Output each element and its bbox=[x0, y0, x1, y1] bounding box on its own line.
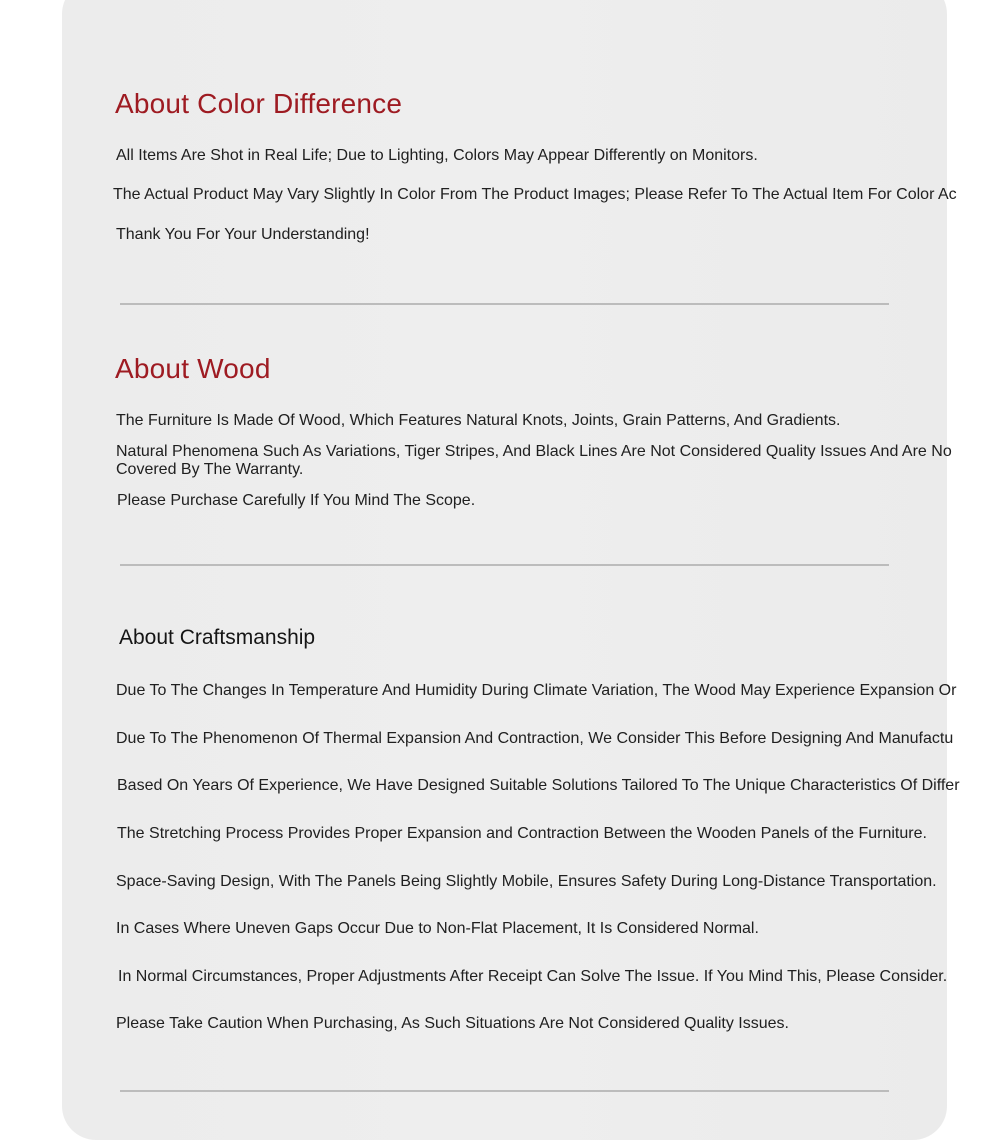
craftsmanship-line-4: The Stretching Process Provides Proper Expansion and Contraction Between the Wooden Panels of the Furniture. bbox=[117, 825, 927, 842]
wood-line-3: Please Purchase Carefully If You Mind The Scope. bbox=[117, 492, 476, 509]
craftsmanship-line-6: In Cases Where Uneven Gaps Occur Due to Non-Flat Placement, It Is Considered Normal. bbox=[116, 920, 759, 937]
section-title-wood: About Wood bbox=[115, 353, 271, 384]
craftsmanship-line-5: Space-Saving Design, With The Panels Being Slightly Mobile, Ensures Safety During Long-Distance Transportation. bbox=[116, 873, 937, 890]
wood-line-2: Natural Phenomena Such As Variations, Tiger Stripes, And Black Lines Are Not Considered Quality Issues And Are No bbox=[116, 443, 952, 460]
section-title-craftsmanship: About Craftsmanship bbox=[119, 626, 316, 649]
craftsmanship-line-1: Due To The Changes In Temperature And Humidity During Climate Variation, The Wood May Experience Expansion Or bbox=[116, 682, 957, 699]
craftsmanship-line-8: Please Take Caution When Purchasing, As Such Situations Are Not Considered Quality Issues. bbox=[116, 1015, 789, 1032]
wood-line-1: The Furniture Is Made Of Wood, Which Features Natural Knots, Joints, Grain Patterns, And Gradients. bbox=[116, 412, 841, 429]
craftsmanship-line-2: Due To The Phenomenon Of Thermal Expansion And Contraction, We Consider This Before Designing And Manufactu bbox=[116, 730, 954, 747]
section-divider bbox=[120, 303, 889, 305]
craftsmanship-line-7: In Normal Circumstances, Proper Adjustments After Receipt Can Solve The Issue. If You Mind This, Please Consider. bbox=[118, 968, 948, 985]
section-divider bbox=[120, 1090, 889, 1092]
color-difference-line-1: All Items Are Shot in Real Life; Due to Lighting, Colors May Appear Differently on Monitors. bbox=[116, 147, 758, 164]
section-title-color-difference: About Color Difference bbox=[115, 88, 403, 119]
section-divider bbox=[120, 564, 889, 566]
wood-line-2-continued: Covered By The Warranty. bbox=[116, 461, 304, 478]
color-difference-line-3: Thank You For Your Understanding! bbox=[116, 226, 370, 243]
color-difference-line-2: The Actual Product May Vary Slightly In Color From The Product Images; Please Refer To The Actual Item For Color Ac bbox=[113, 186, 957, 203]
craftsmanship-line-3: Based On Years Of Experience, We Have Designed Suitable Solutions Tailored To The Unique Characteristics Of Differ bbox=[117, 777, 960, 794]
